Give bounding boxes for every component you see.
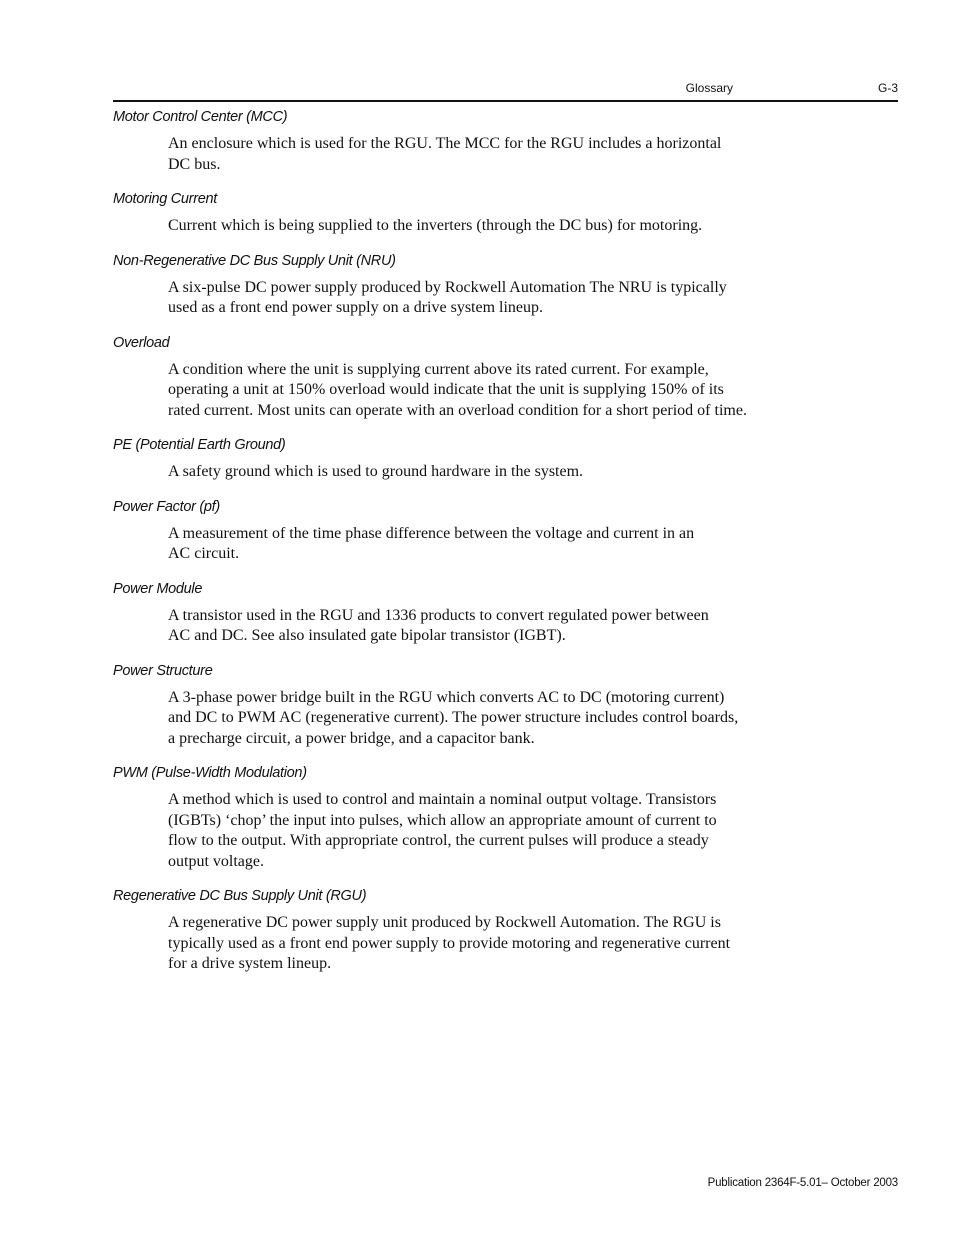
definition-line: a precharge circuit, a power bridge, and a capacitor bank. [168,729,535,747]
glossary-definition [168,360,793,422]
definition-line: An enclosure which is used for the RGU. The MCC for the RGU includes a horizontal [168,135,722,152]
publication-footer: Publication 2364F-5.01– October 2003 [707,1177,898,1189]
glossary-entry [113,190,898,237]
definition-line: for a drive system lineup. [168,955,332,972]
definition-line: A method which is used to control and maintain a nominal output voltage. Transistors [168,791,717,808]
definition-line: AC circuit. [168,545,240,562]
glossary-entry [113,580,898,647]
glossary-term: Power Structure [113,662,213,679]
glossary-entry [113,334,898,422]
definition-line: AC and DC. See also insulated gate bipolar transistor (IGBT). [168,627,566,644]
glossary-definition [168,524,793,565]
glossary-definition [168,462,793,483]
definition-line: and DC to PWM AC (regenerative current). The power structure includes control boards, [168,709,739,726]
glossary-definition [168,278,793,319]
definition-line: A regenerative DC power supply unit produced by Rockwell Automation. The RGU is [168,914,721,931]
definition-line: A six-pulse DC power supply produced by Rockwell Automation The NRU is typically [168,278,727,296]
definition-line: Current which is being supplied to the inverters (through the DC bus) for motoring. [168,217,703,234]
glossary-term: Regenerative DC Bus Supply Unit (RGU) [113,888,367,904]
glossary-definition [168,790,793,872]
glossary-term: PWM (Pulse-Width Modulation) [113,765,307,781]
glossary-entry [113,662,898,750]
glossary-entry [113,498,898,565]
glossary-entry [113,436,898,483]
definition-line: A transistor used in the RGU and 1336 products to convert regulated power between [168,606,709,624]
definition-line: typically used as a front end power supply to provide motoring and regenerative current [168,934,731,952]
glossary-definition [168,216,793,237]
glossary-definition [168,606,793,647]
glossary-term: PE (Potential Earth Ground) [113,437,286,453]
definition-line: DC bus. [168,155,221,173]
definition-line: A 3-phase power bridge built in the RGU which converts AC to DC (motoring current) [168,688,725,706]
header-page-number: G-3 [877,81,898,95]
definition-line: A condition where the unit is supplying current above its rated current. For example, [168,360,709,378]
definition-line: flow to the output. With appropriate control, the current pulses will produce a steady [168,832,709,849]
definition-line: (IGBTs) ‘chop’ the input into pulses, which allow an appropriate amount of current to [168,811,717,829]
definition-line: rated current. Most units can operate with an overload condition for a short period of time. [168,401,747,419]
definition-line: A measurement of the time phase difference between the voltage and current in an [168,524,695,542]
glossary-entries [113,108,898,990]
glossary-term: Non-Regenerative DC Bus Supply Unit (NRU) [113,252,396,269]
definition-line: operating a unit at 150% overload would indicate that the unit is supplying 150% of its [168,381,724,398]
glossary-term: Motor Control Center (MCC) [113,109,288,125]
glossary-term: Motoring Current [113,191,217,207]
page-header [113,81,898,102]
glossary-term: Overload [113,334,170,351]
glossary-term: Power Module [113,580,203,597]
glossary-entry [113,108,898,175]
header-section-title: Glossary [685,81,733,95]
glossary-definition [168,688,793,750]
definition-line: output voltage. [168,852,264,870]
glossary-entry [113,887,898,975]
glossary-entry [113,764,898,872]
glossary-definition [168,134,793,175]
definition-line: used as a front end power supply on a drive system lineup. [168,299,544,316]
definition-line: A safety ground which is used to ground hardware in the system. [168,463,584,480]
glossary-definition [168,913,793,975]
glossary-entry [113,252,898,319]
glossary-term: Power Factor (pf) [113,498,220,515]
